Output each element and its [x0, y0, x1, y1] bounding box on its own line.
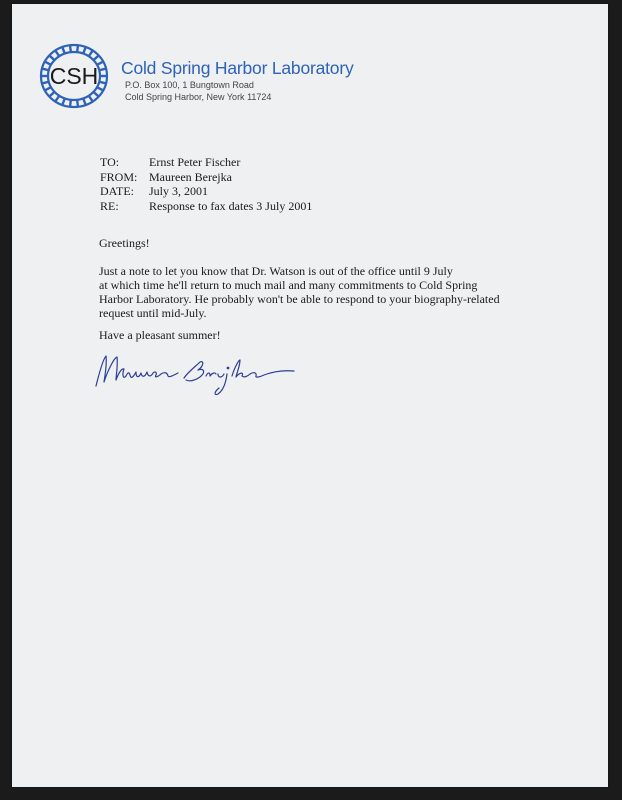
address-line-2: Cold Spring Harbor, New York 11724	[125, 92, 272, 102]
helix-rung	[93, 55, 98, 60]
csh-logo	[36, 40, 112, 112]
helix-rung	[89, 50, 93, 56]
address-line-1: P.O. Box 100, 1 Bungtown Road	[125, 80, 254, 90]
helix-rung	[55, 50, 59, 56]
paragraph-line: Harbor Laboratory. He probably won't be able to respond to your biography-related	[99, 292, 500, 306]
helix-rung	[99, 82, 106, 84]
helix-rung	[55, 96, 59, 102]
helix-rung	[49, 55, 54, 60]
memo-from-label: FROM:	[100, 169, 138, 184]
helix-rung	[62, 98, 64, 105]
helix-rung	[77, 45, 78, 52]
helix-rung	[42, 82, 49, 84]
helix-rung	[89, 96, 93, 102]
greeting: Greetings!	[99, 236, 150, 250]
body-paragraph	[99, 264, 500, 320]
helix-rung	[77, 100, 78, 107]
helix-rung	[62, 47, 64, 54]
memo-re-value: Response to fax dates 3 July 2001	[149, 198, 313, 213]
helix-rung	[83, 98, 85, 105]
paragraph-line: Just a note to let you know that Dr. Watson is out of the office until 9 July	[99, 264, 453, 278]
memo-date-label: DATE:	[100, 184, 134, 198]
closing: Have a pleasant summer!	[99, 328, 221, 342]
helix-rung	[49, 92, 54, 97]
paragraph-line: request until mid-July.	[99, 306, 207, 320]
memo-from-value: Maureen Berejka	[149, 169, 232, 184]
helix-rung	[70, 100, 71, 107]
handwritten-signature	[92, 350, 317, 400]
helix-rung	[83, 47, 85, 54]
paragraph-line: at which time he'll return to much mail and many commitments to Cold Spring	[99, 278, 478, 292]
helix-rung	[93, 92, 98, 97]
memo-date-value: July 3, 2001	[149, 184, 209, 198]
logo-text: CSH	[49, 63, 99, 89]
helix-rung	[70, 45, 71, 52]
memo-to-value: Ernst Peter Fischer	[149, 155, 241, 169]
organization-name: Cold Spring Harbor Laboratory	[121, 58, 354, 78]
letter-page	[12, 4, 608, 787]
helix-rung	[99, 69, 106, 71]
memo-re-label: RE:	[100, 198, 119, 213]
helix-rung	[42, 69, 49, 71]
memo-to-label: TO:	[100, 155, 120, 169]
